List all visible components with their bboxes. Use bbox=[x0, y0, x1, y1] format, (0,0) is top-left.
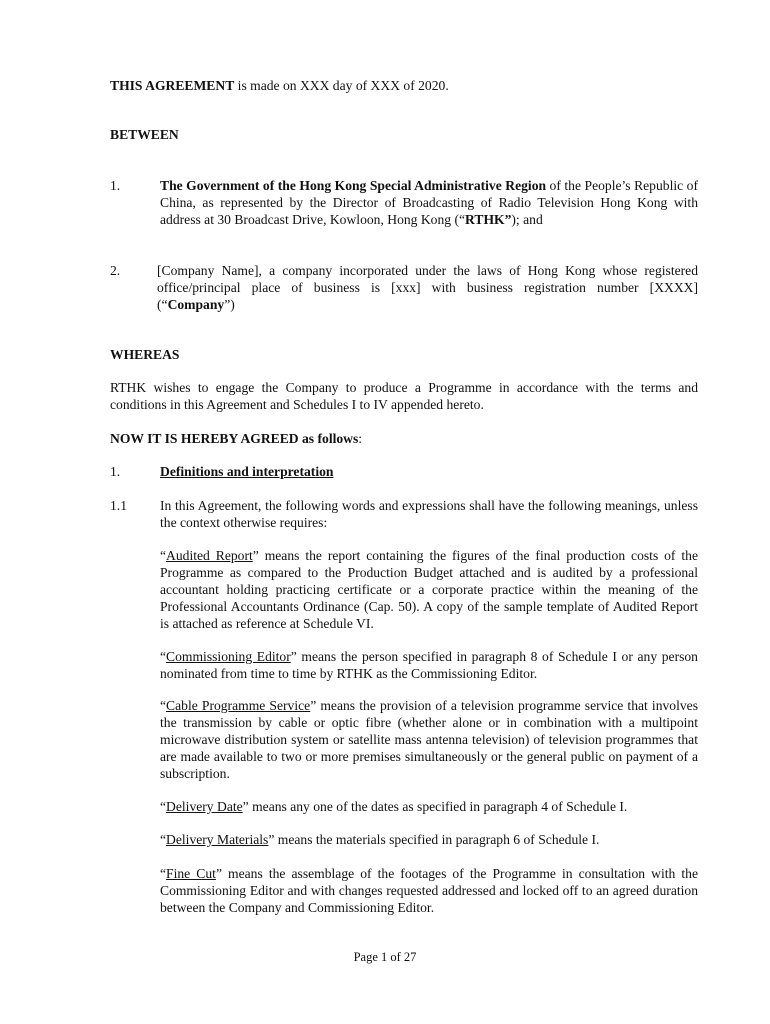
definition-audited-report: “Audited Report” means the report containing the figures of the final production costs of the Programme as compared to the Production Budget attached and is audited by a professional accountant holding practicing certificate or a corporate practice within the meaning of the Professional Accountants Ordinance (Cap. 50). A copy of the sample template of Audited Report is attached as reference at Schedule VI. bbox=[160, 548, 698, 631]
definition-term: Cable Programme Service bbox=[166, 698, 311, 713]
agreement-intro bbox=[110, 77, 710, 94]
whereas-text: RTHK wishes to engage the Company to produce a Programme in accordance with the terms and conditions in this Agreement and Schedules I to IV appended hereto. bbox=[110, 380, 698, 412]
section-1-number: 1. bbox=[110, 464, 121, 479]
whereas-heading: WHEREAS bbox=[110, 347, 180, 362]
clause-1-1-text: In this Agreement, the following words and expressions shall have the following meanings, unless the context otherwise requires: bbox=[160, 498, 698, 530]
intro-lead: THIS AGREEMENT bbox=[110, 78, 235, 93]
definition-fine-cut: “Fine Cut” means the assemblage of the footages of the Programme in consultation with the Commissioning Editor and with changes requested addressed and locked off to an agreed duration between the Company and Commissioning Editor. bbox=[160, 866, 698, 915]
party-1-number: 1. bbox=[110, 178, 121, 193]
definition-term: Audited Report bbox=[166, 548, 253, 563]
section-1-title: Definitions and interpretation bbox=[160, 464, 334, 479]
party-2-shortname: Company bbox=[167, 297, 225, 312]
party-2-number: 2. bbox=[110, 263, 121, 278]
party-1-shortname: RTHK” bbox=[465, 212, 512, 227]
definition-term: Delivery Date bbox=[166, 799, 243, 814]
definition-term: Commissioning Editor bbox=[166, 649, 291, 664]
definition-delivery-materials: “Delivery Materials” means the materials specified in paragraph 6 of Schedule I. bbox=[160, 832, 600, 847]
definition-delivery-date: “Delivery Date” means any one of the dates as specified in paragraph 4 of Schedule I. bbox=[160, 799, 628, 814]
page-number-footer: Page 1 of 27 bbox=[353, 950, 417, 964]
party-1-text: The Government of the Hong Kong Special Administrative Region of the People’s Republic of China, as represented by the Director of Broadcasting of Radio Television Hong Kong with address at 30 Broadcast Drive, Kowloon, Hong Kong (“RTHK”); and bbox=[160, 178, 698, 227]
between-heading: BETWEEN bbox=[110, 127, 179, 142]
definition-cable-programme-service: “Cable Programme Service” means the provision of a television programme service that involves the transmission by cable or optic fibre (whether alone or in combination with a multipoint microwave distribution system or satellite mass antenna television) of television programmes that are made available to two or more premises simultaneously or the general public on payment of a subscription. bbox=[160, 698, 698, 781]
definition-commissioning-editor: “Commissioning Editor” means the person specified in paragraph 8 of Schedule I or any person nominated from time to time by RTHK as the Commissioning Editor. bbox=[160, 649, 698, 681]
party-2-text: [Company Name], a company incorporated under the laws of Hong Kong whose registered office/principal place of business is [xxx] with business registration number [XXXX] (“Company”) bbox=[157, 263, 698, 312]
party-1-name: The Government of the Hong Kong Special Administrative Region bbox=[160, 178, 547, 193]
definition-term: Delivery Materials bbox=[166, 832, 269, 847]
agreed-heading: NOW IT IS HEREBY AGREED as follows: bbox=[110, 431, 363, 446]
intro-rest: is made on XXX day of XXX of 2020. bbox=[234, 78, 449, 93]
definition-term: Fine Cut bbox=[166, 866, 216, 881]
clause-1-1-number: 1.1 bbox=[110, 498, 127, 513]
